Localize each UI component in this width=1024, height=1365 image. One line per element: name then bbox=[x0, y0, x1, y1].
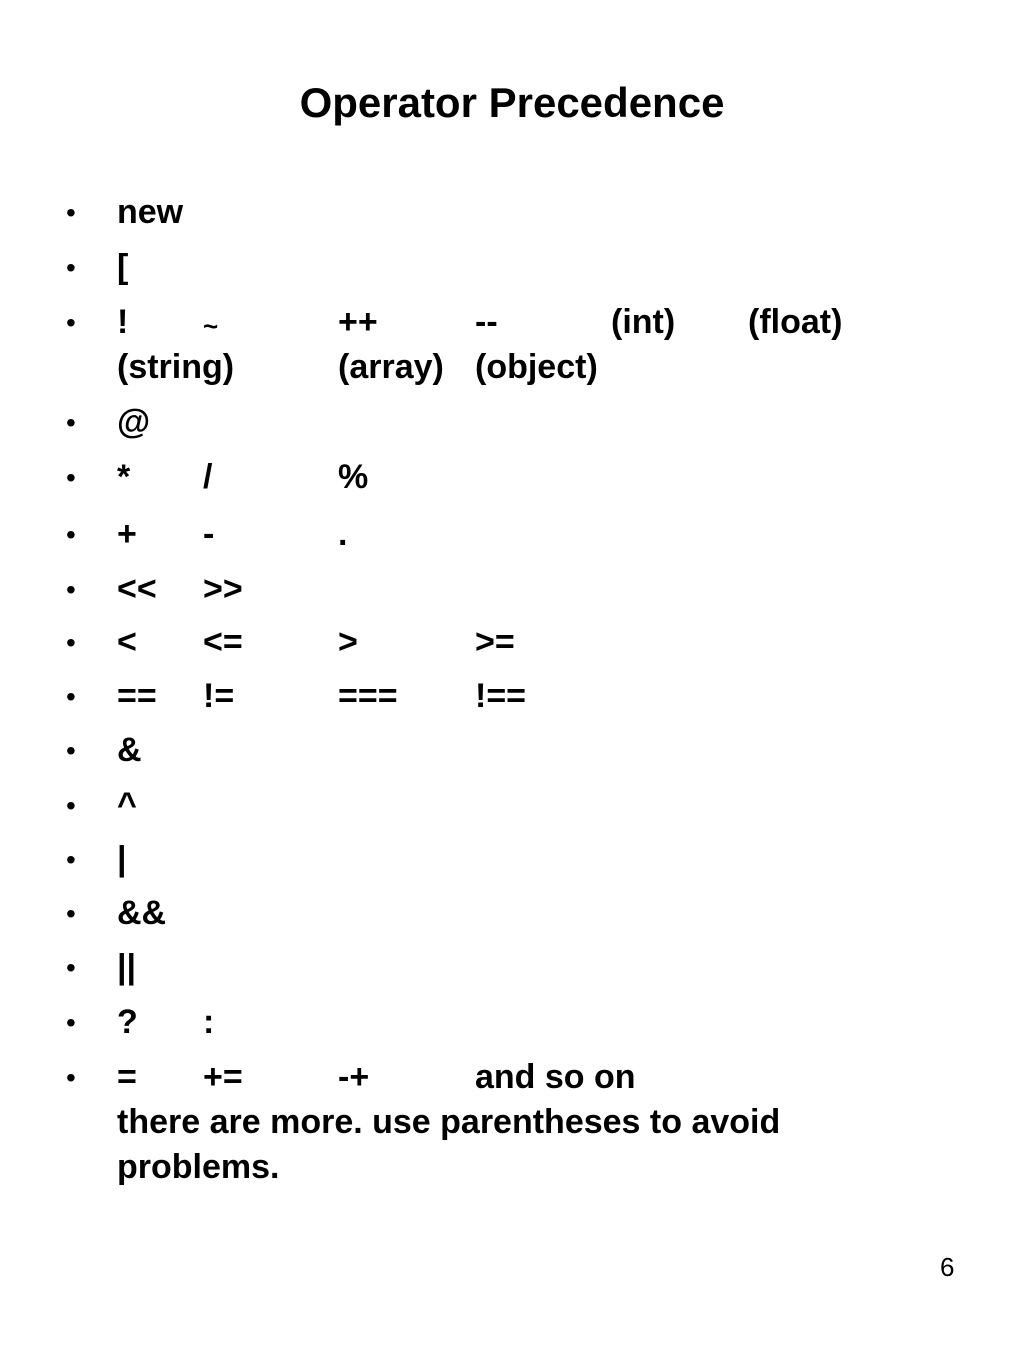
operator-token: !== bbox=[475, 677, 527, 715]
note-line: there are more. use parentheses to avoid bbox=[117, 1103, 781, 1141]
operator-token: != bbox=[203, 677, 235, 715]
operator-token: += bbox=[203, 1058, 243, 1096]
operator-token: >> bbox=[203, 570, 243, 608]
bullet-icon: • bbox=[66, 519, 76, 550]
operator-token: -- bbox=[475, 303, 498, 341]
bullet-icon: • bbox=[66, 790, 76, 821]
bullet-icon: • bbox=[66, 735, 76, 766]
operator-token: (string) bbox=[117, 348, 235, 386]
operator-token: and so on bbox=[475, 1058, 636, 1096]
bullet-icon: • bbox=[66, 681, 76, 712]
bullet-icon: • bbox=[66, 307, 76, 338]
operator-token: (float) bbox=[748, 303, 843, 341]
bullet-icon: • bbox=[66, 1062, 76, 1093]
operator-token: & bbox=[117, 731, 142, 769]
operator-token: * bbox=[117, 458, 131, 496]
operator-token: (object) bbox=[475, 348, 598, 386]
operator-token: <= bbox=[203, 623, 243, 661]
operator-token: [ bbox=[117, 248, 129, 286]
operator-token: : bbox=[203, 1003, 215, 1041]
bullet-icon: • bbox=[66, 627, 76, 658]
operator-token: . bbox=[338, 515, 348, 553]
operator-token: | bbox=[117, 840, 127, 878]
operator-token: = bbox=[117, 1058, 137, 1096]
operator-token: >= bbox=[475, 623, 515, 661]
operator-token: ! bbox=[117, 303, 129, 341]
operator-token: && bbox=[117, 894, 167, 932]
operator-token: < bbox=[117, 623, 137, 661]
operator-token: || bbox=[117, 948, 137, 986]
operator-token: @ bbox=[117, 403, 151, 441]
bullet-icon: • bbox=[66, 407, 76, 438]
operator-token: === bbox=[338, 677, 398, 715]
operator-token: (int) bbox=[611, 303, 676, 341]
bullet-icon: • bbox=[66, 952, 76, 983]
operator-token: > bbox=[338, 623, 358, 661]
operator-token: ++ bbox=[338, 303, 378, 341]
bullet-icon: • bbox=[66, 462, 76, 493]
operator-token: % bbox=[338, 458, 369, 496]
page-number: 6 bbox=[940, 1252, 955, 1282]
operator-token: - bbox=[203, 515, 215, 553]
bullet-icon: • bbox=[66, 898, 76, 929]
operator-token: / bbox=[203, 458, 213, 496]
operator-token: << bbox=[117, 570, 157, 608]
operator-token: + bbox=[117, 515, 137, 553]
operator-token: -+ bbox=[338, 1058, 370, 1096]
bullet-icon: • bbox=[66, 252, 76, 283]
operator-token: ? bbox=[117, 1003, 138, 1041]
operator-token: == bbox=[117, 677, 157, 715]
bullet-icon: • bbox=[66, 1007, 76, 1038]
operator-token: ^ bbox=[117, 786, 137, 824]
operator-token: ~ bbox=[203, 311, 219, 341]
slide-title: Operator Precedence bbox=[299, 79, 725, 126]
operator-token: new bbox=[117, 193, 184, 231]
bullet-icon: • bbox=[66, 844, 76, 875]
bullet-icon: • bbox=[66, 574, 76, 605]
note-line: problems. bbox=[117, 1148, 280, 1186]
bullet-icon: • bbox=[66, 197, 76, 228]
operator-token: (array) bbox=[338, 348, 444, 386]
